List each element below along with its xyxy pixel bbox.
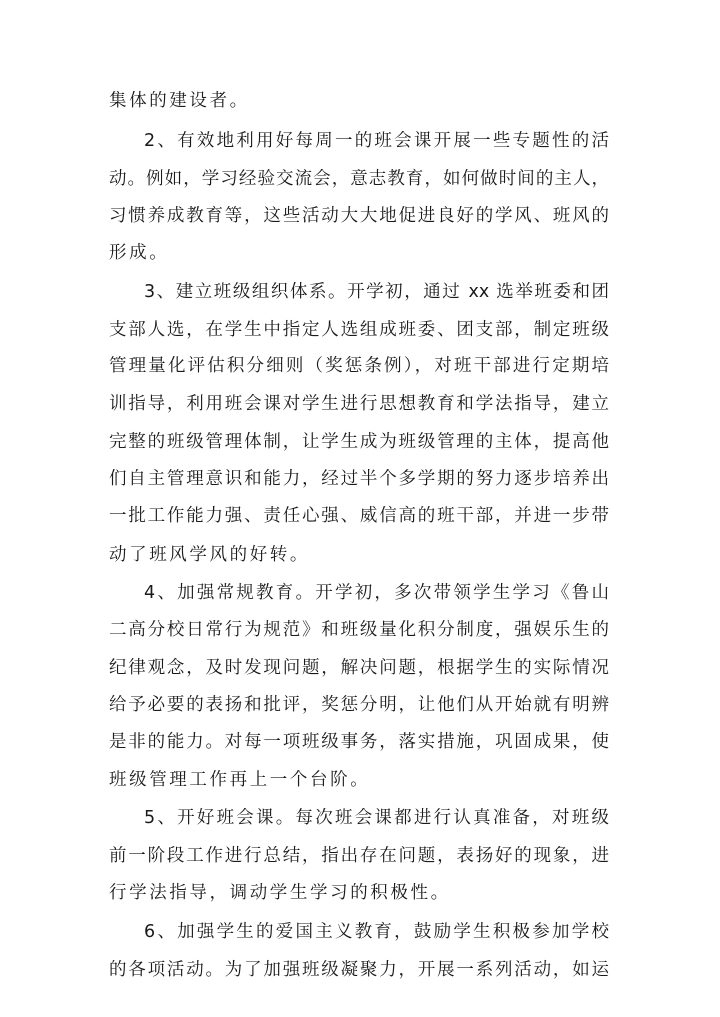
text-line: 训指导，利用班会课对学生进行思想教育和学法指导，建立 [109,394,609,414]
text-line: 班级管理工作再上一个台阶。 [109,770,371,790]
text-line: 行学法指导，调动学生学习的积极性。 [109,883,451,903]
paragraph-2-line: 2、有效地利用好每周一的班会课开展一些专题性的活 [144,131,609,151]
paragraph-3-line: 3、建立班级组织体系。开学初，通过 xx 选举班委和团 [144,282,609,302]
text-line: 形成。 [109,243,170,263]
text-line: 给予必要的表扬和批评，奖惩分明，让他们从开始就有明辨 [109,695,609,715]
text-line: 动了班风学风的好转。 [109,545,310,565]
text-line: 二高分校日常行为规范》和班级量化积分制度，强娱乐生的 [109,620,609,640]
text-line: 管理量化评估积分细则（奖惩条例），对班干部进行定期培 [109,356,609,376]
text-line: 纪律观念，及时发现问题，解决问题，根据学生的实际情况 [109,658,609,678]
paragraph-4-line: 4、加强常规教育。开学初，多次带领学生学习《鲁山 [144,583,609,603]
text-line: 集体的建设者。 [109,91,250,111]
text-line: 前一阶段工作进行总结，指出存在问题，表扬好的现象，进 [109,846,609,866]
paragraph-6-line: 6、加强学生的爱国主义教育，鼓励学生积极参加学校 [144,922,609,942]
paragraph-5-line: 5、开好班会课。每次班会课都进行认真准备，对班级 [144,808,609,828]
text-line: 是非的能力。对每一项班级事务，落实措施，巩固成果，使 [109,732,609,752]
text-line: 支部人选，在学生中指定人选组成班委、团支部，制定班级 [109,320,609,340]
text-line: 们自主管理意识和能力，经过半个多学期的努力逐步培养出 [109,469,609,489]
text-line: 的各项活动。为了加强班级凝聚力，开展一系列活动，如运 [109,960,609,980]
text-line: 一批工作能力强、责任心强、威信高的班干部，并进一步带 [109,506,609,526]
text-line: 完整的班级管理体制，让学生成为班级管理的主体，提高他 [109,432,609,452]
text-line: 动。例如，学习经验交流会，意志教育，如何做时间的主人， [109,169,609,189]
text-line: 习惯养成教育等，这些活动大大地促进良好的学风、班风的 [109,206,609,226]
